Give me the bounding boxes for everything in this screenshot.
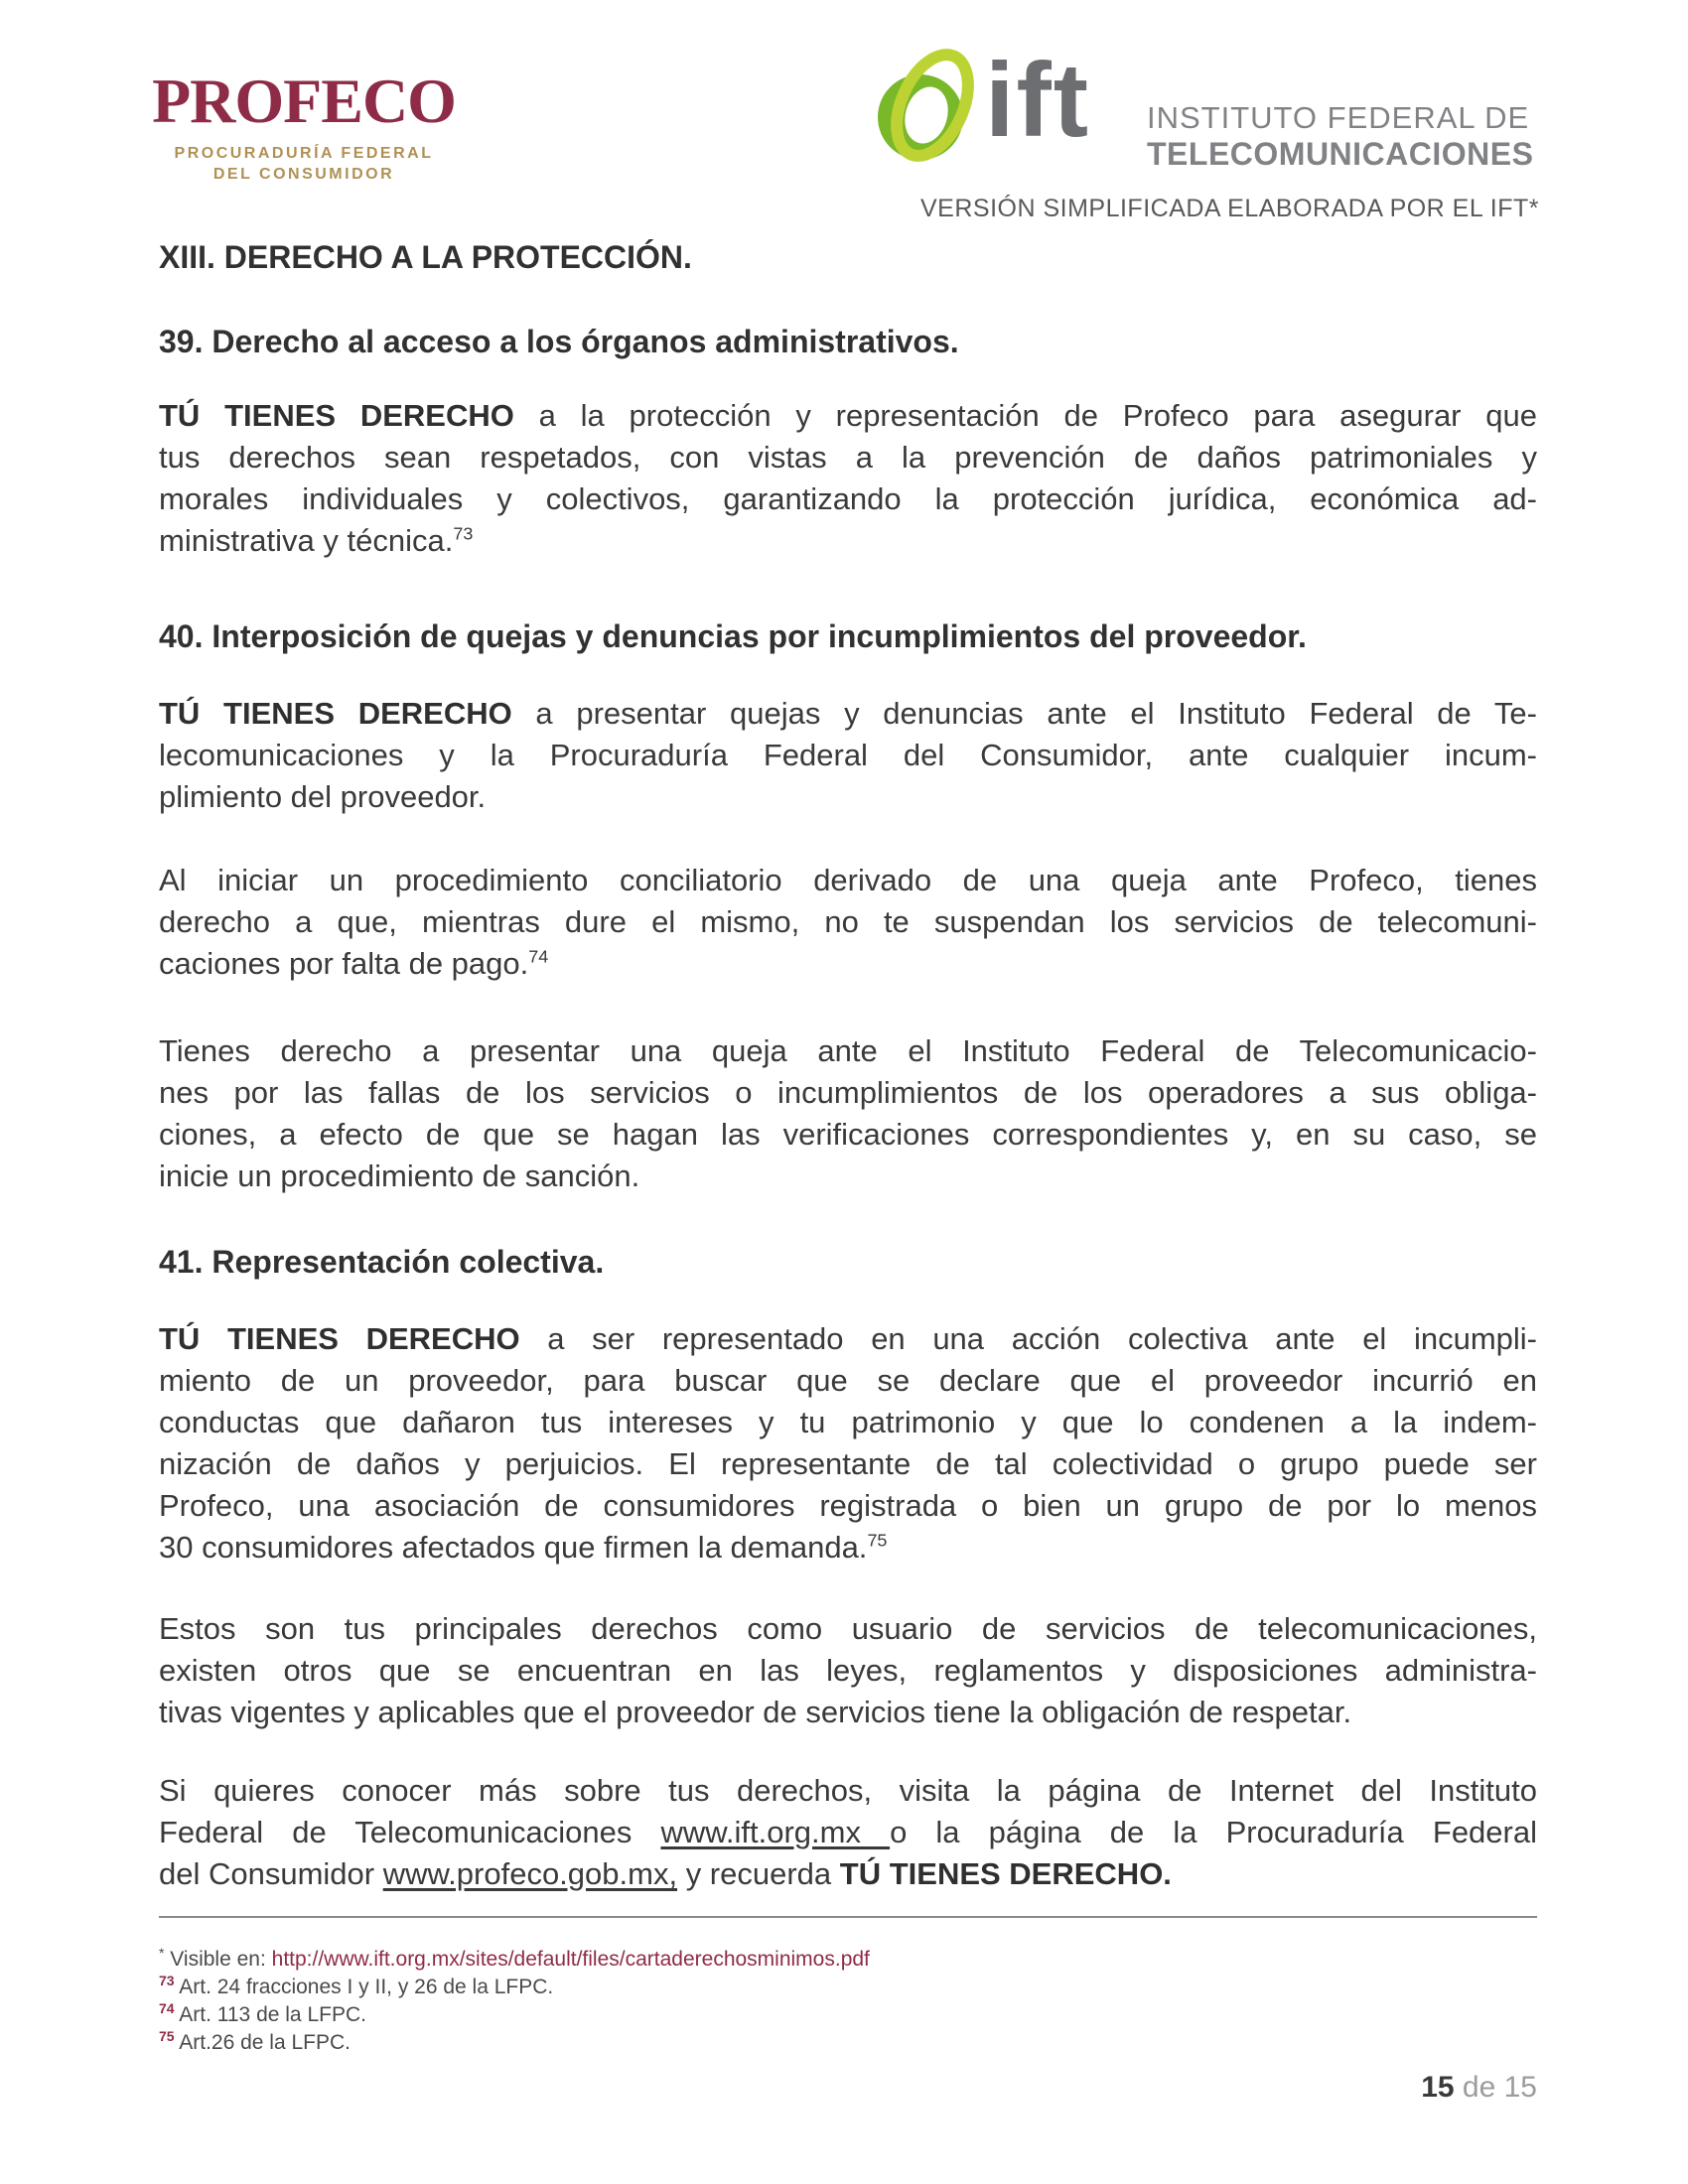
paragraph	[159, 693, 1537, 818]
footnote: * Visible en: http://www.ift.org.mx/sites/default/files/cartaderechosminimos.pdf	[159, 1945, 870, 1971]
paragraph	[159, 1030, 1537, 1197]
profeco-wordmark: PROFECO	[152, 66, 456, 136]
paragraph-line: nes por las fallas de los servicios o incumplimientos de los operadores a sus obliga-	[159, 1075, 1537, 1110]
paragraph-line: lecomunicaciones y la Procuraduría Federal del Consumidor, ante cualquier incum-	[159, 738, 1537, 772]
paragraph-line: plimiento del proveedor.	[159, 779, 487, 814]
footnote: $^{75}$ Art.26 de la LFPC.	[159, 2028, 352, 2054]
footnote-divider	[159, 1916, 1537, 1918]
paragraph-line: ministrativa y técnica.$^{73}$	[159, 523, 474, 558]
link[interactable]: www.profeco.gob.mx,	[382, 1856, 678, 1891]
paragraph	[159, 1608, 1537, 1733]
paragraph-line: tivas vigentes y aplicables que el proveedor de servicios tiene la obligación de respetar.	[159, 1695, 1352, 1729]
ift-name	[1147, 99, 1564, 173]
paragraph	[159, 1318, 1537, 1569]
section-heading: XIII. DERECHO A LA PROTECCIÓN.	[159, 239, 692, 275]
paragraph-line: Estos son tus principales derechos como usuario de servicios de telecomunicaciones,	[159, 1611, 1537, 1646]
ift-logo-icon	[877, 46, 978, 173]
paragraph-line: ciones, a efecto de que se hagan las verificaciones correspondientes y, en su caso, se	[159, 1117, 1537, 1152]
paragraph-line: morales individuales y colectivos, garantizando la protección jurídica, económica ad-	[159, 481, 1537, 516]
paragraph-line: inicie un procedimiento de sanción.	[159, 1159, 640, 1193]
paragraph-line: Tienes derecho a presentar una queja ante el Instituto Federal de Telecomunicacio-	[159, 1033, 1537, 1068]
paragraph-line: derecho a que, mientras dure el mismo, no te suspendan los servicios de telecomuni-	[159, 904, 1537, 939]
ift-name-line1: INSTITUTO FEDERAL DE	[1147, 100, 1530, 135]
profeco-subtitle-line1: PROCURADURÍA FEDERAL	[174, 145, 434, 162]
page-number	[1421, 2071, 1537, 2105]
link-url[interactable]: http://www.ift.org.mx/sites/default/files/cartaderechosminimos.pdf	[271, 1948, 870, 1971]
paragraph-line: Si quieres conocer más sobre tus derechos, visita la página de Internet del Instituto	[159, 1773, 1537, 1808]
profeco-logo	[149, 66, 459, 185]
footnote-marker: *	[159, 1945, 165, 1961]
paragraph-line: Al iniciar un procedimiento conciliatorio derivado de una queja ante Profeco, tienes	[159, 863, 1537, 897]
paragraph-line: Federal de Telecomunicaciones www.ift.org.mx o la página de la Procuraduría Federal	[159, 1815, 1537, 1849]
footnote-marker: 74	[159, 2000, 175, 2016]
section-heading: 41. Representación colectiva.	[159, 1244, 605, 1280]
page-total: 15	[1503, 2071, 1537, 2104]
profeco-subtitle	[149, 143, 459, 185]
paragraph-line: miento de un proveedor, para buscar que se declare que el proveedor incurrió en	[159, 1363, 1537, 1398]
section-heading: 39. Derecho al acceso a los órganos administrativos.	[159, 324, 959, 359]
footnotes	[159, 1946, 1537, 2057]
paragraph-line: caciones por falta de pago.$^{74}$	[159, 946, 549, 981]
ift-acronym: ift	[985, 42, 1091, 159]
paragraph-line: del Consumidor www.profeco.gob.mx, y recuerda TÚ TIENES DERECHO.	[159, 1856, 1172, 1891]
link[interactable]: www.ift.org.mx	[660, 1815, 891, 1849]
profeco-subtitle-line2: DEL CONSUMIDOR	[212, 166, 395, 183]
ift-name-line2: TELECOMUNICACIONES	[1147, 136, 1534, 172]
footnote-marker: 73	[159, 1973, 175, 1988]
paragraph-line: 30 consumidores afectados que firmen la demanda.$^{75}$	[159, 1530, 888, 1565]
page-current: 15	[1421, 2071, 1455, 2104]
footnote: $^{74}$ Art. 113 de la LFPC.	[159, 2000, 366, 2026]
paragraph-line: Profeco, una asociación de consumidores registrada o bien un grupo de por lo menos	[159, 1488, 1537, 1523]
paragraph-line: nización de daños y perjuicios. El representante de tal colectividad o grupo puede ser	[159, 1446, 1537, 1481]
paragraph-line: TÚ TIENES DERECHO a presentar quejas y denuncias ante el Instituto Federal de Te-	[159, 696, 1537, 731]
section-heading: 40. Interposición de quejas y denuncias por incumplimientos del proveedor.	[159, 618, 1307, 654]
ift-tagline: VERSIÓN SIMPLIFICADA ELABORADA POR EL IFT*	[919, 195, 1539, 222]
footnote: $^{73}$ Art. 24 fracciones I y II, y 26 de la LFPC.	[159, 1973, 554, 1998]
footnote-marker: 75	[159, 2028, 175, 2044]
page-separator: de	[1462, 2071, 1496, 2104]
paragraph	[159, 395, 1537, 562]
paragraph-line: tus derechos sean respetados, con vistas a la prevención de daños patrimoniales y	[159, 440, 1537, 475]
paragraph-line: conductas que dañaron tus intereses y tu patrimonio y que lo condenen a la indem-	[159, 1405, 1537, 1439]
paragraph	[159, 1770, 1537, 1895]
paragraph-line: existen otros que se encuentran en las leyes, reglamentos y disposiciones administra-	[159, 1653, 1537, 1688]
paragraph	[159, 860, 1537, 985]
paragraph-line: TÚ TIENES DERECHO a la protección y representación de Profeco para asegurar que	[159, 398, 1538, 433]
paragraph-line: TÚ TIENES DERECHO a ser representado en una acción colectiva ante el incumpli-	[159, 1321, 1537, 1356]
